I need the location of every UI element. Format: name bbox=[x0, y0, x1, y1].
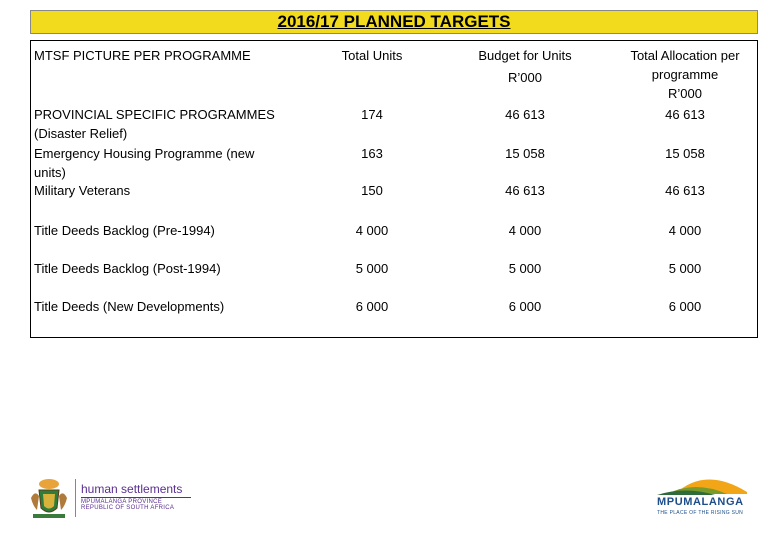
brand-name: human settlements bbox=[81, 482, 183, 496]
page-title: 2016/17 PLANNED TARGETS bbox=[277, 12, 511, 31]
table-cell-budget: 6 000 bbox=[508, 299, 542, 314]
table-cell-allocation: 15 058 bbox=[665, 146, 705, 161]
human-settlements-logo bbox=[25, 476, 185, 521]
header-budget: Budget for Units R’000 bbox=[478, 48, 572, 85]
table-cell-units: 5 000 bbox=[355, 261, 389, 276]
table-row-programme: Title Deeds Backlog (Post-1994) bbox=[34, 261, 221, 276]
table-cell-allocation: 6 000 bbox=[668, 299, 702, 314]
table-row-programme: PROVINCIAL SPECIFIC PROGRAMMES (Disaster Relief) bbox=[34, 107, 275, 141]
table-row-programme: Emergency Housing Programme (new units) bbox=[34, 146, 255, 180]
mpumalanga-logo bbox=[655, 470, 755, 520]
table-cell-allocation: 4 000 bbox=[668, 223, 702, 238]
table-cell-budget: 4 000 bbox=[508, 223, 542, 238]
header-total-units: Total Units bbox=[341, 48, 403, 63]
header-allocation: Total Allocation per programme R’000 bbox=[630, 48, 740, 101]
rising-sun-icon bbox=[655, 470, 755, 496]
mpumalanga-tagline: THE PLACE OF THE RISING SUN bbox=[657, 510, 744, 516]
table-row-programme: Military Veterans bbox=[34, 183, 131, 198]
table-cell-units: 174 bbox=[361, 107, 383, 122]
table-cell-units: 4 000 bbox=[355, 223, 389, 238]
brand-country: REPUBLIC OF SOUTH AFRICA bbox=[81, 505, 175, 511]
table-row-programme: Title Deeds Backlog (Pre-1994) bbox=[34, 223, 215, 238]
title-bar bbox=[30, 10, 758, 34]
mpumalanga-wordmark: MPUMALANGA bbox=[657, 496, 744, 508]
table-cell-units: 6 000 bbox=[355, 299, 389, 314]
table-cell-budget: 5 000 bbox=[508, 261, 542, 276]
table-cell-budget: 15 058 bbox=[505, 146, 545, 161]
table-cell-budget: 46 613 bbox=[505, 183, 545, 198]
brand-province: MPUMALANGA PROVINCE bbox=[81, 499, 163, 505]
table-cell-units: 163 bbox=[361, 146, 383, 161]
table-cell-allocation: 5 000 bbox=[668, 261, 702, 276]
table-cell-allocation: 46 613 bbox=[665, 183, 705, 198]
table-row-programme: Title Deeds (New Developments) bbox=[34, 299, 225, 314]
table-cell-units: 150 bbox=[361, 183, 383, 198]
table-cell-budget: 46 613 bbox=[505, 107, 545, 122]
header-programme: MTSF PICTURE PER PROGRAMME bbox=[34, 48, 251, 63]
coat-of-arms-icon bbox=[25, 476, 73, 521]
table-cell-allocation: 46 613 bbox=[665, 107, 705, 122]
